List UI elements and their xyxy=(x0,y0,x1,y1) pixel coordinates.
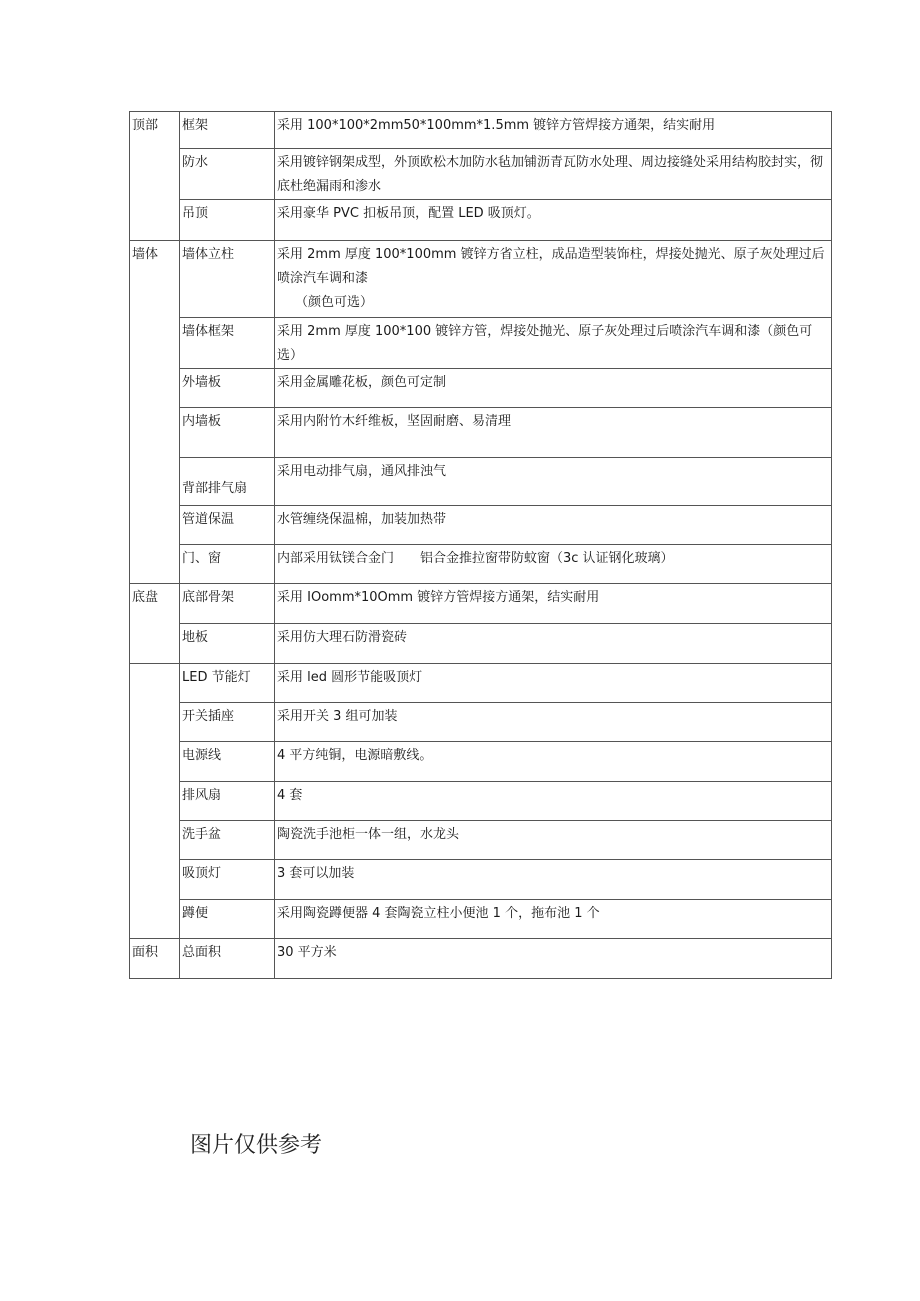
table-row xyxy=(130,584,832,624)
desc-cell: 采用镀锌钢架成型，外顶欧松木加防水毡加铺沥青瓦防水处理、周边接缝处采用结构胶封实，彻底杜绝漏雨和渗水 xyxy=(275,149,832,200)
table-row xyxy=(130,408,832,458)
table-row xyxy=(130,782,832,821)
desc-cell: 陶瓷洗手池柜一体一组，水龙头 xyxy=(275,821,832,860)
category-cell: 底盘 xyxy=(130,584,180,664)
desc-extra: （颜色可选） xyxy=(295,295,374,310)
table-row xyxy=(130,860,832,900)
desc-cell: 4 套 xyxy=(275,782,832,821)
desc-cell: 采用豪华 PVC 扣板吊顶，配置 LED 吸顶灯。 xyxy=(275,200,832,241)
desc-cell: 采用开关 3 组可加装 xyxy=(275,703,832,742)
table-row xyxy=(130,318,832,369)
table-row xyxy=(130,900,832,939)
table-row xyxy=(130,149,832,200)
desc-text: 采用 2mm 厚度 100*100mm 镀锌方省立柱，成品造型装饰柱，焊接处抛光、原子灰处理过后喷涂汽车调和漆 xyxy=(277,247,825,286)
table-row xyxy=(130,703,832,742)
desc-cell: 采用 2mm 厚度 100*100 镀锌方管，焊接处抛光、原子灰处理过后喷涂汽车调和漆（颜色可选） xyxy=(275,318,832,369)
table-row xyxy=(130,506,832,545)
table-row xyxy=(130,369,832,408)
item-cell: 管道保温 xyxy=(180,506,275,545)
table-row xyxy=(130,742,832,782)
table-row xyxy=(130,458,832,506)
item-cell: 门、窗 xyxy=(180,545,275,584)
table-row xyxy=(130,200,832,241)
table-row xyxy=(130,624,832,664)
item-cell: 墙体立柱 xyxy=(180,241,275,318)
table-row xyxy=(130,545,832,584)
item-cell: LED 节能灯 xyxy=(180,664,275,703)
item-cell: 框架 xyxy=(180,112,275,149)
item-cell: 背部排气扇 xyxy=(180,458,275,506)
item-cell: 外墙板 xyxy=(180,369,275,408)
item-cell: 排风扇 xyxy=(180,782,275,821)
category-cell: 墙体 xyxy=(130,241,180,584)
item-cell: 地板 xyxy=(180,624,275,664)
category-cell: 面积 xyxy=(130,939,180,979)
item-cell: 吊顶 xyxy=(180,200,275,241)
desc-cell: 采用电动排气扇，通风排浊气 xyxy=(275,458,832,506)
item-cell: 防水 xyxy=(180,149,275,200)
desc-cell: 采用 IOomm*10Omm 镀锌方管焊接方通架，结实耐用 xyxy=(275,584,832,624)
desc-cell: 3 套可以加装 xyxy=(275,860,832,900)
desc-cell: 采用内附竹木纤维板，坚固耐磨、易清理 xyxy=(275,408,832,458)
table-row xyxy=(130,821,832,860)
desc-cell: 4 平方纯铜，电源暗敷线。 xyxy=(275,742,832,782)
spec-table xyxy=(129,111,832,979)
category-cell: 顶部 xyxy=(130,112,180,241)
item-cell: 底部骨架 xyxy=(180,584,275,624)
desc-cell: 采用 led 圆形节能吸顶灯 xyxy=(275,664,832,703)
category-cell xyxy=(130,664,180,939)
desc-cell: 内部采用钛镁合金门 铝合金推拉窗带防蚊窗（3c 认证钢化玻璃） xyxy=(275,545,832,584)
desc-cell xyxy=(275,241,832,318)
item-cell: 总面积 xyxy=(180,939,275,979)
item-cell: 蹲便 xyxy=(180,900,275,939)
item-cell: 吸顶灯 xyxy=(180,860,275,900)
footer-note: 图片仅供参考 xyxy=(190,1133,323,1158)
desc-cell: 水管缠绕保温棉，加装加热带 xyxy=(275,506,832,545)
desc-cell: 采用陶瓷蹲便器 4 套陶瓷立柱小便池 1 个，拖布池 1 个 xyxy=(275,900,832,939)
table-row xyxy=(130,939,832,979)
table-row xyxy=(130,112,832,149)
desc-cell: 30 平方米 xyxy=(275,939,832,979)
desc-cell: 采用 100*100*2mm50*100mm*1.5mm 镀锌方管焊接方通架，结实耐用 xyxy=(275,112,832,149)
item-cell: 开关插座 xyxy=(180,703,275,742)
table-row xyxy=(130,664,832,703)
item-cell: 洗手盆 xyxy=(180,821,275,860)
desc-cell: 采用仿大理石防滑瓷砖 xyxy=(275,624,832,664)
item-cell: 内墙板 xyxy=(180,408,275,458)
table-row xyxy=(130,241,832,318)
item-cell: 墙体框架 xyxy=(180,318,275,369)
item-cell: 电源线 xyxy=(180,742,275,782)
desc-cell: 采用金属雕花板，颜色可定制 xyxy=(275,369,832,408)
